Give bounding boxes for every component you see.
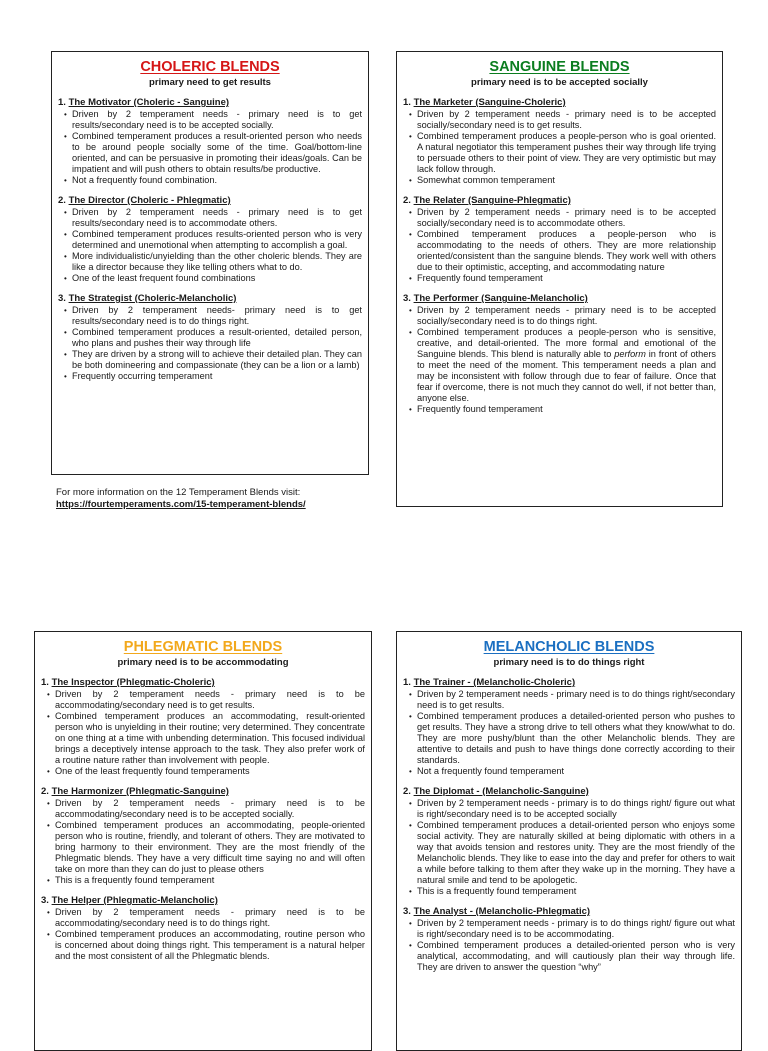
blend-name: The Marketer (Sanguine-Choleric) [413, 97, 566, 108]
blend-heading [403, 195, 716, 207]
blend-bullet: • Somewhat common temperament [417, 175, 716, 186]
choleric-blends-box [51, 51, 369, 475]
sanguine-title: SANGUINE BLENDS [489, 59, 630, 75]
blend-bullet: • Driven by 2 temperament needs - primary need is to do things right/secondary need is to get results. [417, 689, 735, 711]
sanguine-blends-box [396, 51, 723, 507]
blend-section [58, 97, 362, 186]
blend-bullets [58, 305, 362, 382]
sanguine-sections [403, 97, 716, 415]
blend-bullet: • They are driven by a strong will to achieve their detailed plan. They can be both domineering and compassionate (they can be a lion or a lamb) [72, 349, 362, 371]
blend-bullet: • Driven by 2 temperament needs - primary need is to be accepted socially/secondary need is to get results. [417, 109, 716, 131]
blend-name: The Relater (Sanguine-Phlegmatic) [413, 195, 571, 206]
blend-heading [58, 293, 362, 305]
blend-name: The Strategist (Choleric-Melancholic) [68, 293, 237, 304]
blend-number: 3. [403, 293, 411, 304]
blend-section [403, 97, 716, 186]
blend-bullet: • One of the least frequent found combinations [72, 273, 362, 284]
more-info-link[interactable]: https://fourtemperaments.com/15-temperament-blends/ [56, 499, 306, 510]
blend-bullet: • Combined temperament produces an accommodating, routine person who is concerned about doing things right. This temperament is a natural helper and the most consistent of all the Phlegmatic blends. [55, 929, 365, 962]
blend-bullets [403, 109, 716, 186]
blend-number: 1. [41, 677, 49, 688]
blend-bullet: • Frequently occurring temperament [72, 371, 362, 382]
blend-bullet: • This is a frequently found temperament [55, 875, 365, 886]
blend-bullet: • Not a frequently found combination. [72, 175, 362, 186]
blend-bullet: • Combined temperament produces a people-person who is goal oriented. A natural negotiator this temperament pushes their way through life trying to persuade others to their point of view. They are very optimistic but may lack follow through. [417, 131, 716, 175]
blend-bullets [403, 305, 716, 415]
blend-bullet: • Frequently found temperament [417, 273, 716, 284]
blend-section [403, 293, 716, 415]
blend-bullet: • Combined temperament produces a result-oriented person who needs to be around people socially some of the time. Goal/bottom-line oriented, and can be persuasive in promoting their ideas/goals. Can be impatient and will push others to obtain results/be productive. [72, 131, 362, 175]
choleric-sections [58, 97, 362, 382]
blend-bullet: • Combined temperament produces a people-person who is accommodating to the needs of others. They are more relationship oriented/consistent than the sanguine blends. They work well with others due to their optimistic, accepting, and accommodating nature [417, 229, 716, 273]
melancholic-title: MELANCHOLIC BLENDS [483, 639, 655, 655]
blend-bullets [403, 918, 735, 973]
blend-section [41, 677, 365, 777]
more-info-note [56, 487, 306, 511]
blend-name: The Diplomat - (Melancholic-Sanguine) [413, 786, 589, 797]
blend-bullet: • Driven by 2 temperament needs- primary need is to get results/secondary need is to do things right. [72, 305, 362, 327]
blend-section [403, 195, 716, 284]
blend-name: The Harmonizer (Phlegmatic-Sanguine) [51, 786, 229, 797]
melancholic-sections [403, 677, 735, 973]
choleric-title: CHOLERIC BLENDS [140, 59, 280, 75]
blend-section [403, 677, 735, 777]
blend-bullets [41, 798, 365, 886]
blend-heading [403, 786, 735, 798]
blend-bullet: • Frequently found temperament [417, 404, 716, 415]
blend-bullet: • More individualistic/unyielding than the other choleric blends. They are like a director because they like telling others what to do. [72, 251, 362, 273]
blend-name: The Motivator (Choleric - Sanguine) [68, 97, 230, 108]
phlegmatic-subtitle: primary need is to be accommodating [117, 657, 289, 668]
blend-bullet: • Combined temperament produces an accommodating, people-oriented person who is routine, friendly, and tolerant of others. They are motivated to bring harmony to their environment. They are the most friendly of the Phlegmatic blends. They have a very difficult time saying no and will often take on more than they can do just to please others [55, 820, 365, 875]
blend-number: 3. [403, 906, 411, 917]
blend-bullet: • Driven by 2 temperament needs - primary is to do things right/ figure out what is right/secondary need is to be accommodating. [417, 918, 735, 940]
blend-bullet: • Combined temperament produces an accommodating, result-oriented person who is unyielding in their routine; very determined. They concentrate on one thing at a time with unbending determination. This focused individual brings a deceptively intense approach to the task. They also prefer work of a routine nature rather than involvement with people. [55, 711, 365, 766]
blend-bullets [58, 109, 362, 186]
blend-number: 3. [58, 293, 66, 304]
blend-bullets [41, 689, 365, 777]
blend-bullets [403, 798, 735, 897]
choleric-subtitle: primary need to get results [149, 77, 271, 88]
blend-bullet: • Driven by 2 temperament needs - primary is to do things right/ figure out what is right/secondary need is to be accepted socially [417, 798, 735, 820]
blend-name: The Director (Choleric - Phlegmatic) [68, 195, 231, 206]
blend-section [41, 786, 365, 886]
blend-bullet: • Combined temperament produces a detail-oriented person who enjoys some social activity. They are naturally skilled at being diplomatic with others in a way that avoids tension and restores unity. They are the most friendly of the Melancholic blends. They like to ease into the day and prefer for others to wait a while before talking to them after they wake up in the morning. They have a natural smile and tend to be apologetic. [417, 820, 735, 886]
blend-heading [403, 906, 735, 918]
blend-heading [41, 786, 365, 798]
blend-number: 1. [58, 97, 66, 108]
sanguine-subtitle: primary need is to be accepted socially [471, 77, 648, 88]
blend-number: 2. [403, 786, 411, 797]
phlegmatic-title: PHLEGMATIC BLENDS [123, 639, 283, 655]
blend-bullets [403, 207, 716, 284]
blend-section [58, 195, 362, 284]
blend-heading [58, 195, 362, 207]
melancholic-subtitle: primary need is to do things right [493, 657, 645, 668]
blend-name: The Helper (Phlegmatic-Melancholic) [51, 895, 218, 906]
more-info-text: For more information on the 12 Temperament Blends visit: [56, 487, 301, 498]
blend-number: 2. [58, 195, 66, 206]
blend-bullets [58, 207, 362, 284]
blend-bullet: • Combined temperament produces a detailed-oriented person who is very analytical, accommodating, and will cautiously plan their way through life. They are driven to answer the question “why” [417, 940, 735, 973]
blend-section [403, 786, 735, 897]
blend-bullets [41, 907, 365, 962]
blend-heading [41, 895, 365, 907]
blend-bullet: • Driven by 2 temperament needs - primary need is to be accepted socially/secondary need is to accommodate others. [417, 207, 716, 229]
melancholic-blends-box [396, 631, 742, 1051]
blend-bullet: • Driven by 2 temperament needs - primary need is to be accommodating/secondary need is to be accepted socially. [55, 798, 365, 820]
blend-section [58, 293, 362, 382]
blend-number: 2. [41, 786, 49, 797]
blend-heading [41, 677, 365, 689]
blend-number: 1. [403, 97, 411, 108]
blend-bullet: • Combined temperament produces results-oriented person who is very determined and unemotional when attempting to accomplish a goal. [72, 229, 362, 251]
blend-bullet: • Driven by 2 temperament needs - primary need is to get results/secondary need is to accommodate others. [72, 207, 362, 229]
blend-bullet: • Combined temperament produces a result-oriented, detailed person, who plans and pushes their way through life [72, 327, 362, 349]
blend-heading [403, 293, 716, 305]
blend-number: 3. [41, 895, 49, 906]
blend-heading [403, 97, 716, 109]
blend-heading [403, 677, 735, 689]
blend-number: 2. [403, 195, 411, 206]
blend-heading [58, 97, 362, 109]
blend-bullets [403, 689, 735, 777]
blend-name: The Analyst - (Melancholic-Phlegmatic) [413, 906, 591, 917]
blend-bullet: • Combined temperament produces a detailed-oriented person who pushes to get results. They have a strong drive to tell others what they know/what to do. They are more pushy/blunt than the other Melancholic blends. They are attentive to details and push to have things done correctly according to their standards. [417, 711, 735, 766]
blend-name: The Trainer - (Melancholic-Choleric) [413, 677, 576, 688]
blend-name: The Inspector (Phlegmatic-Choleric) [51, 677, 215, 688]
blend-bullet: • Not a frequently found temperament [417, 766, 735, 777]
blend-bullet: • One of the least frequently found temperaments [55, 766, 365, 777]
blend-bullet: • Driven by 2 temperament needs - primary need is to get results/secondary need is to be accepted socially. [72, 109, 362, 131]
blend-section [403, 906, 735, 973]
blend-bullet: • Driven by 2 temperament needs - primary need is to be accommodating/secondary need is to do things right. [55, 907, 365, 929]
blend-section [41, 895, 365, 962]
blend-number: 1. [403, 677, 411, 688]
blend-bullet: • Driven by 2 temperament needs - primary need is to be accepted socially/secondary need is to do things right. [417, 305, 716, 327]
blend-bullet: • Driven by 2 temperament needs - primary need is to be accommodating/secondary need is to get results. [55, 689, 365, 711]
phlegmatic-sections [41, 677, 365, 962]
blend-bullet: • Combined temperament produces a people-person who is sensitive, creative, and detail-oriented. The more formal and emotional of the Sanguine blends. This blend is naturally able to perform in front of others to meet the need of the moment. This temperament needs a plan and may be inconsistent with follow through due to fear of failure. Once that fear if overcome, there is not much they cannot do well, if not better than, anyone else. [417, 327, 716, 404]
blend-bullet: • This is a frequently found temperament [417, 886, 735, 897]
phlegmatic-blends-box [34, 631, 372, 1051]
blend-name: The Performer (Sanguine-Melancholic) [413, 293, 588, 304]
